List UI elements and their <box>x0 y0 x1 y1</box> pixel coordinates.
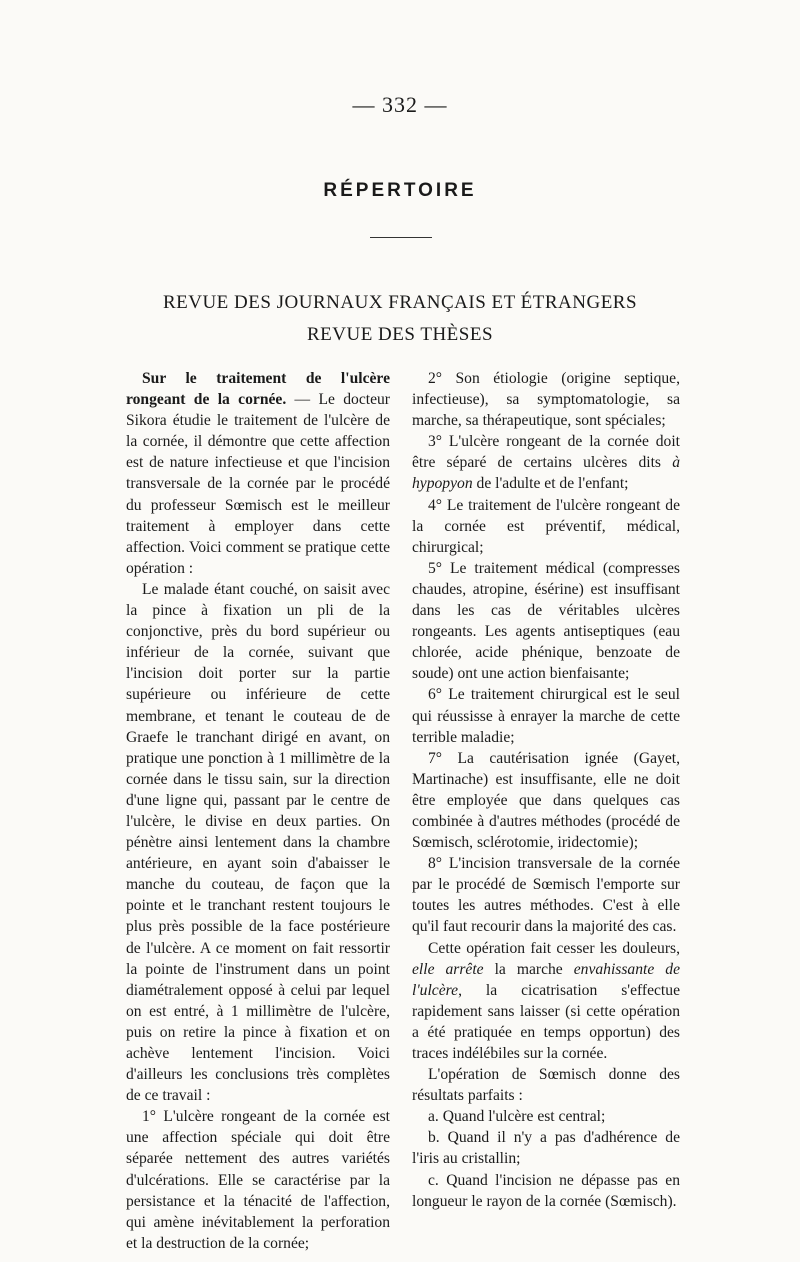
paragraph-operation-effects <box>412 938 680 1065</box>
op-effects-em1: elle arrête <box>412 960 484 978</box>
section-title: RÉPERTOIRE <box>323 180 477 201</box>
conclusion-4: 4° Le traitement de l'ulcère rongeant de la cornée est préventif, médical, chirurgical; <box>412 496 680 556</box>
article-title: Sur le traitement de l'ulcère rongeant de la cornée. <box>126 370 390 409</box>
left-column <box>126 368 390 1254</box>
paragraph-operation: Le malade étant couché, on saisit avec la pince à fixation un pli de la conjonctive, près du bord supérieur ou inférieur de la cornée, suivant que l'incision doit porter sur la partie supérieure ou inférieure de cette membrane, et tenant le couteau de de Graefe le tranchant dirigé en avant, on pratique une ponction à 1 millimètre de la cornée dans le tissu sain, sur la direction d'une ligne qui, passant par le centre de l'ulcère, le divise en deux parties. On pénètre ainsi lentement dans la chambre antérieure, en ayant soin d'abaisser le manche du couteau, de façon que la pointe et le tranchant restent toujours le plus près possible de la face postérieure de l'ulcère. A ce moment on fait ressortir la pointe de l'instrument dans un point diamétralement opposé à celui par lequel on est entré, à 1 millimètre de l'ulcère, puis on retire la pince à fixation et on achève lentement l'incision. Voici d'ailleurs les conclusions très complètes de ce travail : <box>126 580 390 1105</box>
result-a: a. Quand l'ulcère est central; <box>428 1108 606 1126</box>
article-intro-text: — Le docteur Sikora étudie le traitement de l'ulcère de la cornée, il démontre que cette affection est de nature infectieuse et que l'incision transversale de la cornée par le procédé du professeur Sœmisch est le meilleur traitement à employer dans cette affection. Voici comment se pratique cette opération : <box>126 391 390 577</box>
journal-heading <box>0 287 800 351</box>
conclusion-7: 7° La cautérisation ignée (Gayet, Martinache) est insuffisante, elle ne doit être employée que dans quelques cas combinée à d'autres méthodes (procédé de Sœmisch, sclérotomie, iridectomie); <box>412 749 680 852</box>
page-number: — 332 — <box>352 92 448 117</box>
conclusion-5: 5° Le traitement médical (compresses chaudes, atropine, ésérine) est insuffisant dans les cas de véritables ulcères rongeants. Les agents antiseptiques (eau chlorée, acide phénique, benzoate de soude) ont une action bienfaisante; <box>412 559 680 683</box>
right-column <box>412 368 680 1212</box>
conclusion-3-a: 3° L'ulcère rongeant de la cornée doit être séparé de certains ulcères dits <box>412 433 680 472</box>
conclusion-3-emphasis: à hypopyon <box>412 454 680 493</box>
conclusion-1: 1° L'ulcère rongeant de la cornée est une affection spéciale qui doit être séparée nettement des autres variétés d'ulcérations. Elle se caractérise par la persistance et la ténacité de l'affection, qui amène inévitablement la perforation et la destruction de la cornée; <box>126 1108 390 1252</box>
result-c: c. Quand l'incision ne dépasse pas en longueur le rayon de la cornée (Sœmisch). <box>412 1171 680 1210</box>
conclusion-3-b: de l'adulte et de l'enfant; <box>472 475 629 493</box>
op-effects-b: la marche <box>483 960 574 978</box>
conclusion-6: 6° Le traitement chirurgical est le seul qui réussisse à enrayer la marche de cette terrible maladie; <box>412 686 680 746</box>
result-b: b. Quand il n'y a pas d'adhérence de l'iris au cristallin; <box>412 1129 680 1168</box>
journal-heading-line1: REVUE DES JOURNAUX FRANÇAIS ET ÉTRANGERS <box>162 292 638 313</box>
op-effects-a: Cette opération fait cesser les douleurs, <box>428 939 680 957</box>
paragraph-results: L'opération de Sœmisch donne des résultats parfaits : <box>412 1066 680 1105</box>
conclusion-3 <box>412 431 680 494</box>
op-effects-em2: envahissante de l'ulcère <box>412 960 680 999</box>
divider-rule <box>370 237 432 238</box>
conclusion-8: 8° L'incision transversale de la cornée par le procédé de Sœmisch l'emporte sur toutes les autres méthodes. C'est à elle qu'il faut recourir dans la majorité des cas. <box>412 855 680 936</box>
op-effects-c: , la cicatrisation s'effectue rapidement sans laisser (si cette opération a été pratiquée en temps opportun) des traces indélébiles sur la cornée. <box>412 981 680 1062</box>
conclusion-2: 2° Son étiologie (origine septique, infectieuse), sa symptomatologie, sa marche, sa thérapeutique, sont spéciales; <box>412 370 680 430</box>
article-intro <box>126 368 390 579</box>
journal-heading-line2: REVUE DES THÈSES <box>306 324 494 345</box>
